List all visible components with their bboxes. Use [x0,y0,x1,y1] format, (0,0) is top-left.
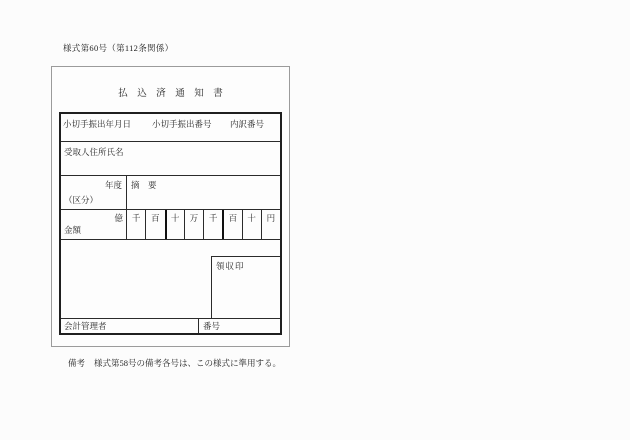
number-label: 番号 [203,321,221,331]
year-cell [61,176,127,209]
remarks-note [68,357,281,369]
amount-column-label: 十 [170,213,180,223]
amount-column-5-百 [222,210,241,239]
footer-row [61,319,280,333]
accounting-manager-label: 会計管理者 [64,321,107,331]
amount-column-label: 百 [151,213,160,223]
payee-address-name-label: 受取人住所氏名 [64,147,124,157]
accounting-manager-cell [61,319,199,333]
document-title: 払込済通知書 [118,89,233,99]
amount-column-7-円 [261,210,280,239]
remarks-text: 様式第58号の備考各号は、この様式に準用する。 [94,358,282,368]
remarks-label: 備考 [68,358,86,368]
receipt-stamp-label: 領収印 [216,261,245,271]
amount-column-4-千 [203,210,222,239]
amount-column-label: 円 [266,213,276,223]
amount-column-label: 千 [131,213,141,223]
blank-area-row [61,240,280,319]
amount-column-0-千 [126,210,145,239]
amount-row [61,210,280,240]
check-issue-row [61,114,280,142]
category-label: （区分） [64,195,99,205]
summary-label: 摘 要 [131,180,157,190]
amount-column-label: 百 [228,213,238,223]
amount-column-label: 十 [247,213,256,223]
breakdown-number-label: 内訳番号 [230,119,265,129]
amount-label: 金額 [64,225,82,235]
amount-column-1-百 [145,210,164,239]
check-issue-number-label: 小切手振出番号 [152,119,212,129]
notice-table [59,112,282,335]
year-summary-row [61,176,280,210]
amount-column-label: 万 [189,213,199,223]
amount-column-6-十 [242,210,261,239]
check-issue-date-label: 小切手振出年月日 [63,119,132,129]
amount-column-2-十 [165,210,184,239]
payee-row [61,142,280,176]
form-number-label: 様式第60号（第112条関係） [63,43,174,53]
amount-column-3-万 [184,210,203,239]
amount-cell [61,210,126,239]
amount-column-label: 千 [208,213,218,223]
hundred-million-label: 億 [114,213,123,223]
fiscal-year-label: 年度 [104,180,122,190]
receipt-stamp-box [211,256,280,319]
